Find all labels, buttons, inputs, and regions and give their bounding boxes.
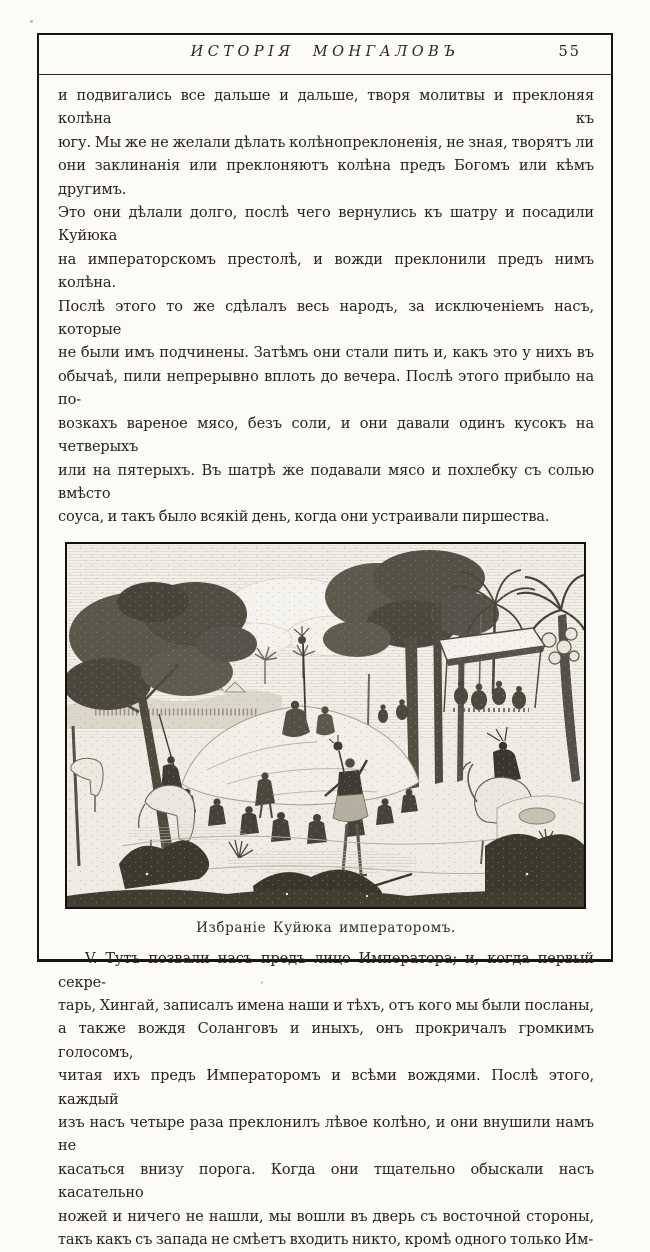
text-line: соуса, и такъ было всякій день, когда они устраивали пиршества. [58,509,550,526]
text-line: и подвигались все дальше и дальше, творя молитвы и преклоняя колѣна къ [58,88,594,128]
engraving-figure [65,542,594,940]
running-header [39,35,611,75]
text-line: а также вождя Соланговъ и иныхъ, онъ прокричалъ громкимъ голосомъ, [58,1021,594,1061]
text-line: не были имъ подчинены. Затѣмъ они стали пить и, какъ это у нихъ въ [58,345,594,362]
text-line: изъ насъ четыре раза преклонилъ лѣвое колѣно, и они внушили намъ не [58,1114,594,1155]
text-line: V. Тутъ позвали насъ предъ лицо Императора; и, когда первый секре- [58,951,594,991]
text-line: такъ какъ съ запада не смѣетъ входить никто, кромѣ одного только Им- [58,1232,594,1248]
text-line: ножей и ничего не нашли, мы вошли въ дверь съ восточной стороны, [58,1208,594,1225]
text-line: на императорскомъ престолѣ, и вожди преклонили предъ нимъ колѣна. [58,251,594,292]
text-block [39,75,611,1252]
text-line: обычаѣ, пили непрерывно вплоть до вечера. Послѣ этого прибыло на по- [58,368,594,409]
engraving-art [67,544,584,907]
page-frame [37,33,613,1248]
text-line: они заклинанія или преклоняютъ колѣна предъ Богомъ или кѣмъ другимъ. [58,158,594,198]
page-number: 55 [558,44,581,60]
text-line: возкахъ вареное мясо, безъ соли, и они давали одинъ кусокъ на четверыхъ [58,415,594,456]
text-line: Послѣ этого то же сдѣлалъ весь народъ, за исключеніемъ насъ, которые [58,298,594,339]
text-line: югу. Мы же не желали дѣлать колѣнопреклоненія, не зная, творятъ ли [58,134,594,151]
text-line: касаться внизу порога. Когда они тщательно обыскали насъ касательно [58,1161,594,1202]
text-line: или на пятерыхъ. Въ шатрѣ же подавали мясо и похлебку съ солью вмѣсто [58,462,594,502]
paragraph-continuation [58,85,594,530]
figure-caption: Избраніе Куйюка императоромъ. [196,919,456,936]
text-line: читая ихъ предъ Императоромъ и всѣми вождями. Послѣ этого, каждый [58,1068,594,1108]
running-title: ИСТОРІЯ МОНГАЛОВЪ [190,44,460,60]
engraving-illustration [65,542,586,909]
paragraph-section-v [58,948,594,1252]
text-line: тарь, Хингай, записалъ имена наши и тѣхъ, отъ кого мы были посланы, [58,997,594,1014]
scan-speck [30,20,33,23]
text-line: Это они дѣлали долго, послѣ чего вернулись къ шатру и посадили Куйюка [58,205,594,245]
